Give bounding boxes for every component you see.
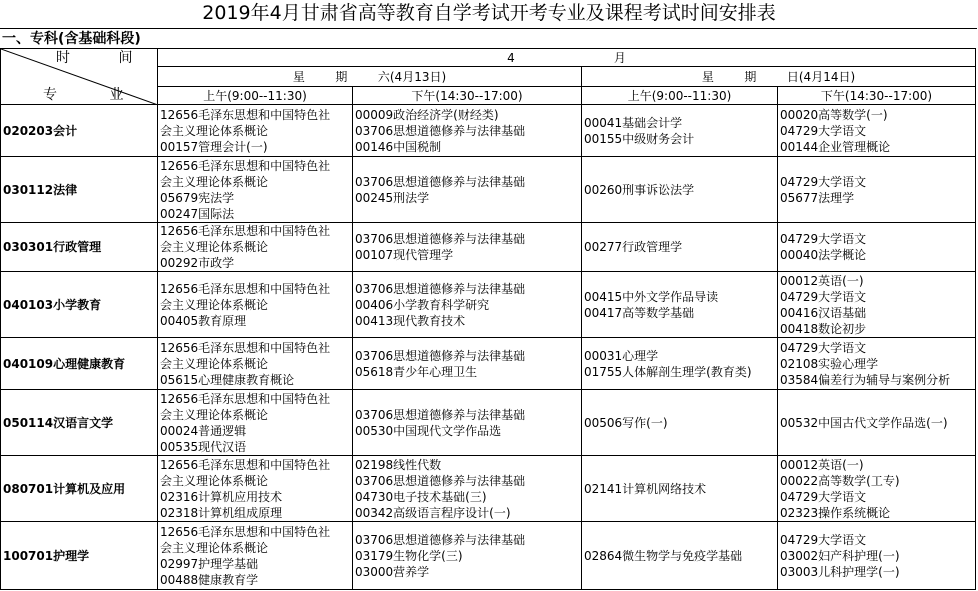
- course-line: 00012英语(一): [780, 273, 864, 288]
- sun-am-courses-cell[interactable]: [582, 338, 778, 390]
- sun-pm-courses-cell[interactable]: [778, 338, 976, 390]
- course-line: 02316计算机应用技术: [160, 489, 283, 504]
- course-line: 04729大学语文: [780, 340, 867, 355]
- course-line: 03706思想道德修养与法律基础: [355, 407, 526, 422]
- course-line: 00416汉语基础: [780, 305, 867, 320]
- course-line: 04730电子技术基础(三): [355, 489, 487, 504]
- course-line: 00415中外文学作品导读: [584, 289, 719, 304]
- course-line: 00022高等数学(工专): [780, 473, 900, 488]
- course-line: 会主义理论体系概论: [160, 540, 269, 555]
- major-cell[interactable]: 100701护理学: [1, 522, 158, 590]
- page-title: 2019年4月甘肃省高等教育自学考试开考专业及课程考试时间安排表: [202, 2, 776, 24]
- course-line: 03000营养学: [355, 564, 430, 579]
- section-heading: 一、专科(含基础科段): [0, 28, 977, 49]
- course-line: 00418数论初步: [780, 321, 867, 336]
- course-line: 03179生物化学(三): [355, 548, 463, 563]
- course-line: 00406小学教育科学研究: [355, 297, 490, 312]
- table-row: [1, 105, 976, 157]
- course-line: 02323操作系统概论: [780, 505, 891, 520]
- course-line: 03706思想道德修养与法律基础: [355, 232, 526, 246]
- table-row: [1, 522, 976, 590]
- table-row: [1, 456, 976, 522]
- course-line: 00107现代管理学: [355, 248, 454, 262]
- course-line: 会主义理论体系概论: [160, 240, 269, 254]
- course-line: 00024普通逻辑: [160, 423, 247, 438]
- table-row: [1, 272, 976, 338]
- sat-pm-courses-cell[interactable]: [353, 390, 582, 456]
- course-line: 04729大学语文: [780, 232, 867, 246]
- course-line: 00260刑事诉讼法学: [584, 182, 695, 197]
- course-line: 12656毛泽东思想和中国特色社: [160, 107, 331, 122]
- course-line: 04729大学语文: [780, 174, 867, 189]
- course-line: 00405教育原理: [160, 313, 247, 328]
- sun-pm-header: 下午(14:30--17:00): [778, 87, 976, 105]
- sun-pm-courses-cell[interactable]: [778, 223, 976, 272]
- course-line: 00530中国现代文学作品选: [355, 423, 502, 438]
- schedule-table: [0, 48, 976, 590]
- course-line: 03706思想道德修养与法律基础: [355, 123, 526, 138]
- course-line: 02997护理学基础: [160, 556, 259, 571]
- sun-pm-courses-cell[interactable]: [778, 157, 976, 223]
- sun-am-courses-cell[interactable]: [582, 272, 778, 338]
- sun-am-courses-cell[interactable]: [582, 157, 778, 223]
- course-line: 04729大学语文: [780, 123, 867, 138]
- table-row: [1, 157, 976, 223]
- course-line: 00031心理学: [584, 348, 659, 363]
- course-line: 00532中国古代文学作品选(一): [780, 415, 948, 430]
- course-line: 03706思想道德修养与法律基础: [355, 281, 526, 296]
- month-header: 4 月: [158, 49, 976, 67]
- sat-am-courses-cell[interactable]: [158, 456, 353, 522]
- sun-am-courses-cell[interactable]: [582, 522, 778, 590]
- course-line: 会主义理论体系概论: [160, 297, 269, 312]
- course-line: 00157管理会计(一): [160, 139, 268, 154]
- course-line: 03706思想道德修养与法律基础: [355, 473, 526, 488]
- course-line: 05615心理健康教育概论: [160, 372, 295, 387]
- course-line: 00506写作(一): [584, 415, 668, 430]
- sat-pm-courses-cell[interactable]: [353, 223, 582, 272]
- course-line: 01755人体解剖生理学(教育类): [584, 364, 752, 379]
- major-cell[interactable]: 030301行政管理: [1, 223, 158, 272]
- sun-pm-courses-cell[interactable]: [778, 522, 976, 590]
- course-line: 02198线性代数: [355, 457, 442, 472]
- course-line: 03706思想道德修养与法律基础: [355, 532, 526, 547]
- course-line: 00012英语(一): [780, 457, 864, 472]
- major-cell[interactable]: 020203会计: [1, 105, 158, 157]
- sun-am-header: 上午(9:00--11:30): [582, 87, 778, 105]
- course-line: 会主义理论体系概论: [160, 356, 269, 371]
- sat-pm-courses-cell[interactable]: [353, 105, 582, 157]
- course-line: 04729大学语文: [780, 489, 867, 504]
- course-line: 00155中级财务会计: [584, 131, 695, 146]
- course-line: 12656毛泽东思想和中国特色社: [160, 224, 331, 238]
- course-line: 00020高等数学(一): [780, 107, 888, 122]
- course-line: 02141计算机网络技术: [584, 481, 707, 496]
- sat-am-courses-cell[interactable]: [158, 390, 353, 456]
- sun-am-courses-cell[interactable]: [582, 390, 778, 456]
- header-corner-cell: [1, 49, 158, 105]
- course-line: 00247国际法: [160, 206, 235, 221]
- sat-pm-courses-cell[interactable]: [353, 338, 582, 390]
- saturday-header: 星 期 六(4月13日): [158, 67, 582, 87]
- table-row: [1, 338, 976, 390]
- sat-am-header: 上午(9:00--11:30): [158, 87, 353, 105]
- course-line: 12656毛泽东思想和中国特色社: [160, 281, 331, 296]
- course-line: 02318计算机组成原理: [160, 505, 283, 520]
- course-line: 00009政治经济学(财经类): [355, 107, 499, 122]
- sat-am-courses-cell[interactable]: [158, 272, 353, 338]
- course-line: 05677法理学: [780, 190, 855, 205]
- sat-am-courses-cell[interactable]: [158, 105, 353, 157]
- course-line: 03706思想道德修养与法律基础: [355, 174, 526, 189]
- course-line: 12656毛泽东思想和中国特色社: [160, 158, 331, 173]
- course-line: 00417高等数学基础: [584, 305, 695, 320]
- course-line: 04729大学语文: [780, 289, 867, 304]
- course-line: 00245刑法学: [355, 190, 430, 205]
- sat-pm-courses-cell[interactable]: [353, 157, 582, 223]
- major-cell[interactable]: 080701计算机及应用: [1, 456, 158, 522]
- sun-am-courses-cell[interactable]: [582, 223, 778, 272]
- course-line: 03584偏差行为辅导与案例分析: [780, 372, 951, 387]
- course-line: 05679宪法学: [160, 190, 235, 205]
- course-line: 12656毛泽东思想和中国特色社: [160, 524, 331, 539]
- course-line: 00277行政管理学: [584, 240, 683, 254]
- course-line: 00342高级语言程序设计(一): [355, 505, 511, 520]
- course-line: 12656毛泽东思想和中国特色社: [160, 391, 331, 406]
- table-row: [1, 390, 976, 456]
- time-label: 时 间: [56, 50, 155, 66]
- course-line: 12656毛泽东思想和中国特色社: [160, 457, 331, 472]
- course-line: 00144企业管理概论: [780, 139, 891, 154]
- course-line: 00535现代汉语: [160, 439, 247, 454]
- sun-am-courses-cell[interactable]: [582, 456, 778, 522]
- course-line: 00292市政学: [160, 256, 235, 270]
- sat-am-courses-cell[interactable]: [158, 223, 353, 272]
- sun-pm-courses-cell[interactable]: [778, 456, 976, 522]
- course-line: 05618青少年心理卫生: [355, 364, 478, 379]
- major-cell[interactable]: 040103小学教育: [1, 272, 158, 338]
- sat-pm-courses-cell[interactable]: [353, 272, 582, 338]
- course-line: 03002妇产科护理(一): [780, 548, 900, 563]
- sun-pm-courses-cell[interactable]: [778, 105, 976, 157]
- course-line: 会主义理论体系概论: [160, 407, 269, 422]
- course-line: 00488健康教育学: [160, 572, 259, 587]
- sat-am-courses-cell[interactable]: [158, 338, 353, 390]
- sun-am-courses-cell[interactable]: [582, 105, 778, 157]
- sunday-header: 星 期 日(4月14日): [582, 67, 976, 87]
- course-line: 00413现代教育技术: [355, 313, 466, 328]
- sat-am-courses-cell[interactable]: [158, 157, 353, 223]
- course-line: 04729大学语文: [780, 532, 867, 547]
- sat-pm-courses-cell[interactable]: [353, 522, 582, 590]
- sat-am-courses-cell[interactable]: [158, 522, 353, 590]
- sun-pm-courses-cell[interactable]: [778, 390, 976, 456]
- major-cell[interactable]: 050114汉语言文学: [1, 390, 158, 456]
- course-line: 03706思想道德修养与法律基础: [355, 348, 526, 363]
- major-cell[interactable]: 040109心理健康教育: [1, 338, 158, 390]
- sat-pm-header: 下午(14:30--17:00): [353, 87, 582, 105]
- course-line: 00041基础会计学: [584, 115, 683, 130]
- major-label: 专 业: [43, 87, 148, 103]
- sat-pm-courses-cell[interactable]: [353, 456, 582, 522]
- course-line: 12656毛泽东思想和中国特色社: [160, 340, 331, 355]
- course-line: 会主义理论体系概论: [160, 473, 269, 488]
- major-cell[interactable]: 030112法律: [1, 157, 158, 223]
- course-line: 00146中国税制: [355, 139, 442, 154]
- course-line: 02864微生物学与免疫学基础: [584, 548, 743, 563]
- course-line: 会主义理论体系概论: [160, 123, 269, 138]
- course-line: 03003儿科护理学(一): [780, 564, 900, 579]
- course-line: 00040法学概论: [780, 248, 867, 262]
- course-line: 会主义理论体系概论: [160, 174, 269, 189]
- course-line: 02108实验心理学: [780, 356, 879, 371]
- sun-pm-courses-cell[interactable]: [778, 272, 976, 338]
- table-row: [1, 223, 976, 272]
- header-row-month: [1, 49, 976, 67]
